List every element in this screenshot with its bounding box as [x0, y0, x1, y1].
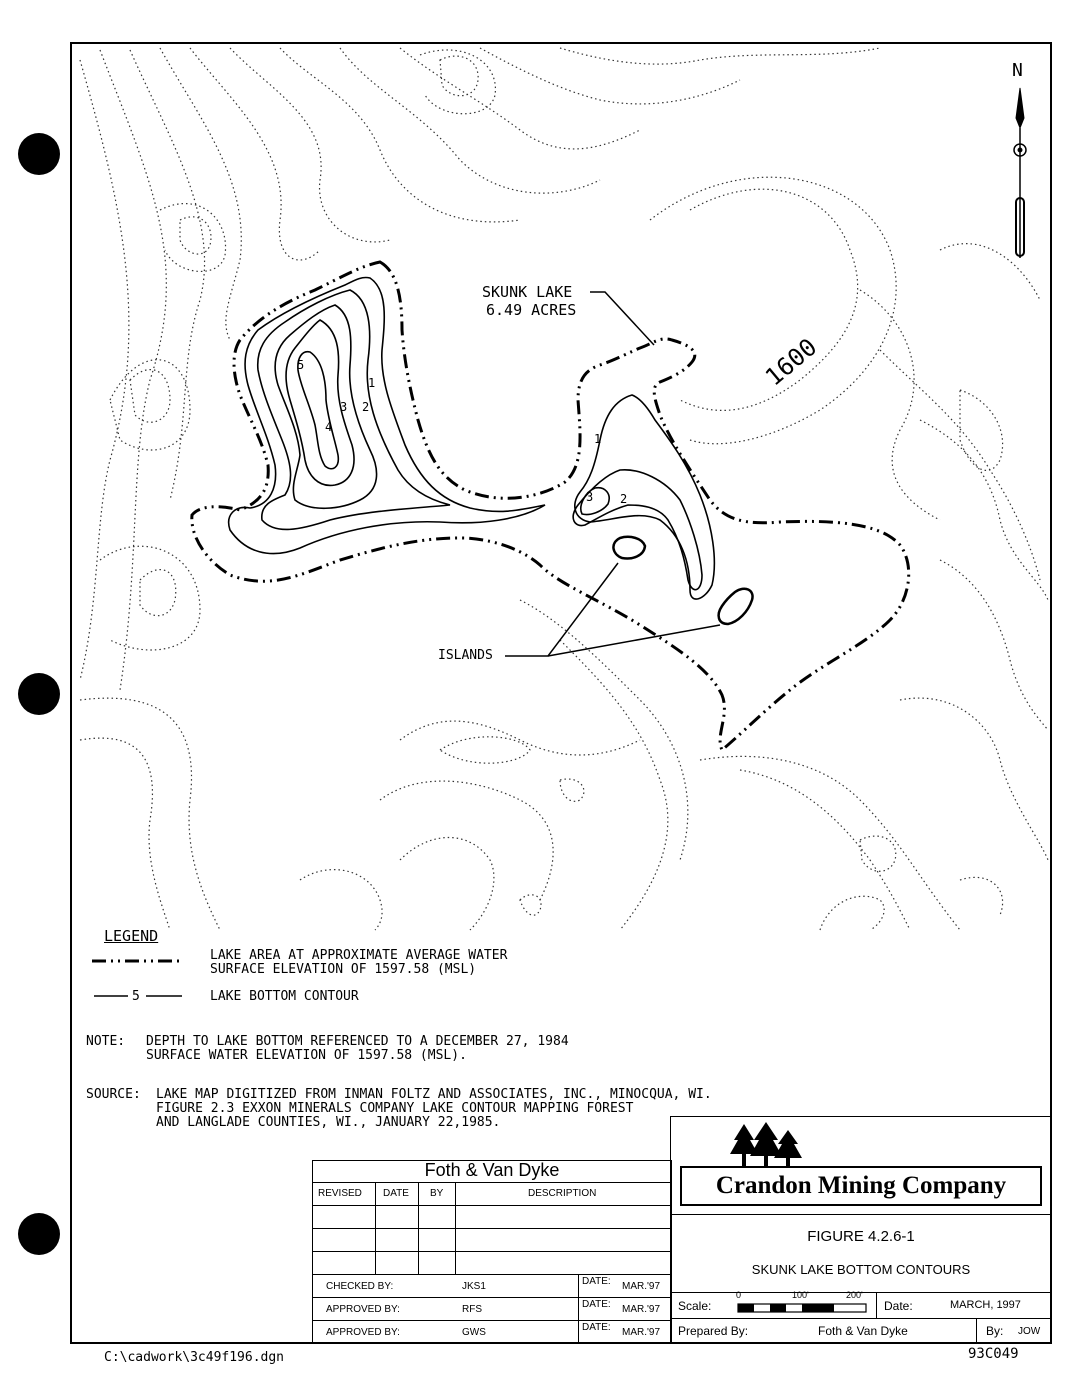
contour-label: 4 — [325, 420, 333, 434]
figure-title: SKUNK LAKE BOTTOM CONTOURS — [751, 1262, 971, 1277]
date-value: MAR.'97 — [622, 1304, 661, 1315]
drawing-number: 93C049 — [968, 1346, 1019, 1362]
figure-number: FIGURE 4.2.6-1 — [807, 1228, 915, 1245]
scale-tick-200: 200' — [846, 1290, 863, 1300]
revision-firm: Foth & Van Dyke — [424, 1160, 560, 1180]
contour-label: 2 — [620, 492, 628, 506]
checked-by-label: CHECKED BY: — [326, 1281, 394, 1292]
date-value: MARCH, 1997 — [950, 1299, 1021, 1311]
header-revised: REVISED — [318, 1188, 362, 1199]
revision-divider — [375, 1182, 376, 1274]
revision-rule — [312, 1182, 672, 1183]
contour-map — [72, 44, 1050, 934]
topographic-contours — [80, 48, 1048, 934]
date-value: MAR.'97 — [622, 1281, 661, 1292]
date-label: DATE: — [582, 1299, 611, 1310]
legend-shoreline-symbol — [90, 956, 182, 966]
date-label: Date: — [884, 1299, 913, 1313]
source-line2: FIGURE 2.3 EXXON MINERALS COMPANY LAKE CONTOUR MAPPING FOREST — [156, 1101, 634, 1116]
note-line2: SURFACE WATER ELEVATION OF 1597.58 (MSL). — [146, 1048, 467, 1063]
title-rule — [670, 1318, 1052, 1319]
checked-by-value: JKS1 — [462, 1281, 486, 1292]
prepared-by-label: Prepared By: — [678, 1324, 749, 1338]
note-label: NOTE: — [86, 1034, 126, 1049]
file-path: C:\cadwork\3c49f196.dgn — [104, 1350, 285, 1365]
contour-1600-label: 1600 — [760, 332, 823, 392]
islands-label: ISLANDS — [438, 648, 493, 663]
lake-area-label: 6.49 ACRES — [486, 301, 577, 319]
revision-rule — [312, 1251, 672, 1252]
punch-hole-top — [18, 133, 60, 175]
date-value: MAR.'97 — [622, 1327, 661, 1338]
header-by: BY — [430, 1188, 444, 1199]
revision-rule — [312, 1228, 672, 1229]
legend-item1-line1: LAKE AREA AT APPROXIMATE AVERAGE WATER — [210, 948, 508, 963]
prepared-by-value: Foth & Van Dyke — [818, 1324, 908, 1338]
approved-by-label: APPROVED BY: — [326, 1327, 400, 1338]
lake-name-label: SKUNK LAKE — [482, 283, 573, 301]
legend-contour-value: 5 — [132, 989, 140, 1004]
scale-tick-0: 0 — [736, 1290, 742, 1300]
approved-by-value: GWS — [462, 1327, 486, 1338]
revision-divider — [455, 1182, 456, 1274]
by-label: By: — [986, 1324, 1004, 1338]
scale-bar — [736, 1300, 870, 1316]
punch-hole-middle — [18, 673, 60, 715]
revision-rule — [312, 1274, 672, 1275]
approved-by-label: APPROVED BY: — [326, 1304, 400, 1315]
revision-rule — [312, 1297, 672, 1298]
legend-title: LEGEND — [104, 927, 159, 945]
source-line3: AND LANGLADE COUNTIES, WI., JANUARY 22,1985. — [156, 1115, 501, 1130]
punch-hole-bottom — [18, 1213, 60, 1255]
revision-divider — [418, 1182, 419, 1274]
contour-label: 3 — [586, 490, 594, 504]
title-divider — [976, 1318, 977, 1344]
revision-divider — [578, 1274, 579, 1344]
title-rule — [670, 1214, 1052, 1215]
contour-label: 3 — [340, 400, 348, 414]
note-line1: DEPTH TO LAKE BOTTOM REFERENCED TO A DECEMBER 27, 1984 — [146, 1034, 569, 1049]
contour-label: 5 — [297, 358, 305, 372]
legend-item2-label: LAKE BOTTOM CONTOUR — [210, 989, 359, 1004]
header-description: DESCRIPTION — [528, 1188, 597, 1199]
contour-label: 2 — [362, 400, 370, 414]
lake-bottom-contours — [229, 277, 753, 624]
scale-tick-100: 100' — [792, 1290, 809, 1300]
scale-label: Scale: — [678, 1299, 712, 1313]
tree-logo-icon — [726, 1120, 806, 1168]
date-label: DATE: — [582, 1322, 611, 1333]
north-arrow-icon — [1014, 88, 1026, 258]
revision-rule — [312, 1205, 672, 1206]
company-name: Crandon Mining Company — [715, 1172, 1007, 1199]
by-value: JOW — [1018, 1326, 1041, 1337]
title-divider — [876, 1292, 877, 1318]
source-label: SOURCE: — [86, 1087, 141, 1102]
contour-label: 1 — [368, 376, 376, 390]
revision-rule — [312, 1320, 672, 1321]
approved-by-value: RFS — [462, 1304, 482, 1315]
revision-block — [312, 1160, 672, 1344]
header-date: DATE — [383, 1188, 409, 1199]
date-label: DATE: — [582, 1276, 611, 1287]
north-label: N — [1012, 60, 1023, 81]
legend-item1-line2: SURFACE ELEVATION OF 1597.58 (MSL) — [210, 962, 477, 977]
source-line1: LAKE MAP DIGITIZED FROM INMAN FOLTZ AND ASSOCIATES, INC., MINOCQUA, WI. — [156, 1087, 712, 1102]
contour-label: 1 — [594, 432, 602, 446]
